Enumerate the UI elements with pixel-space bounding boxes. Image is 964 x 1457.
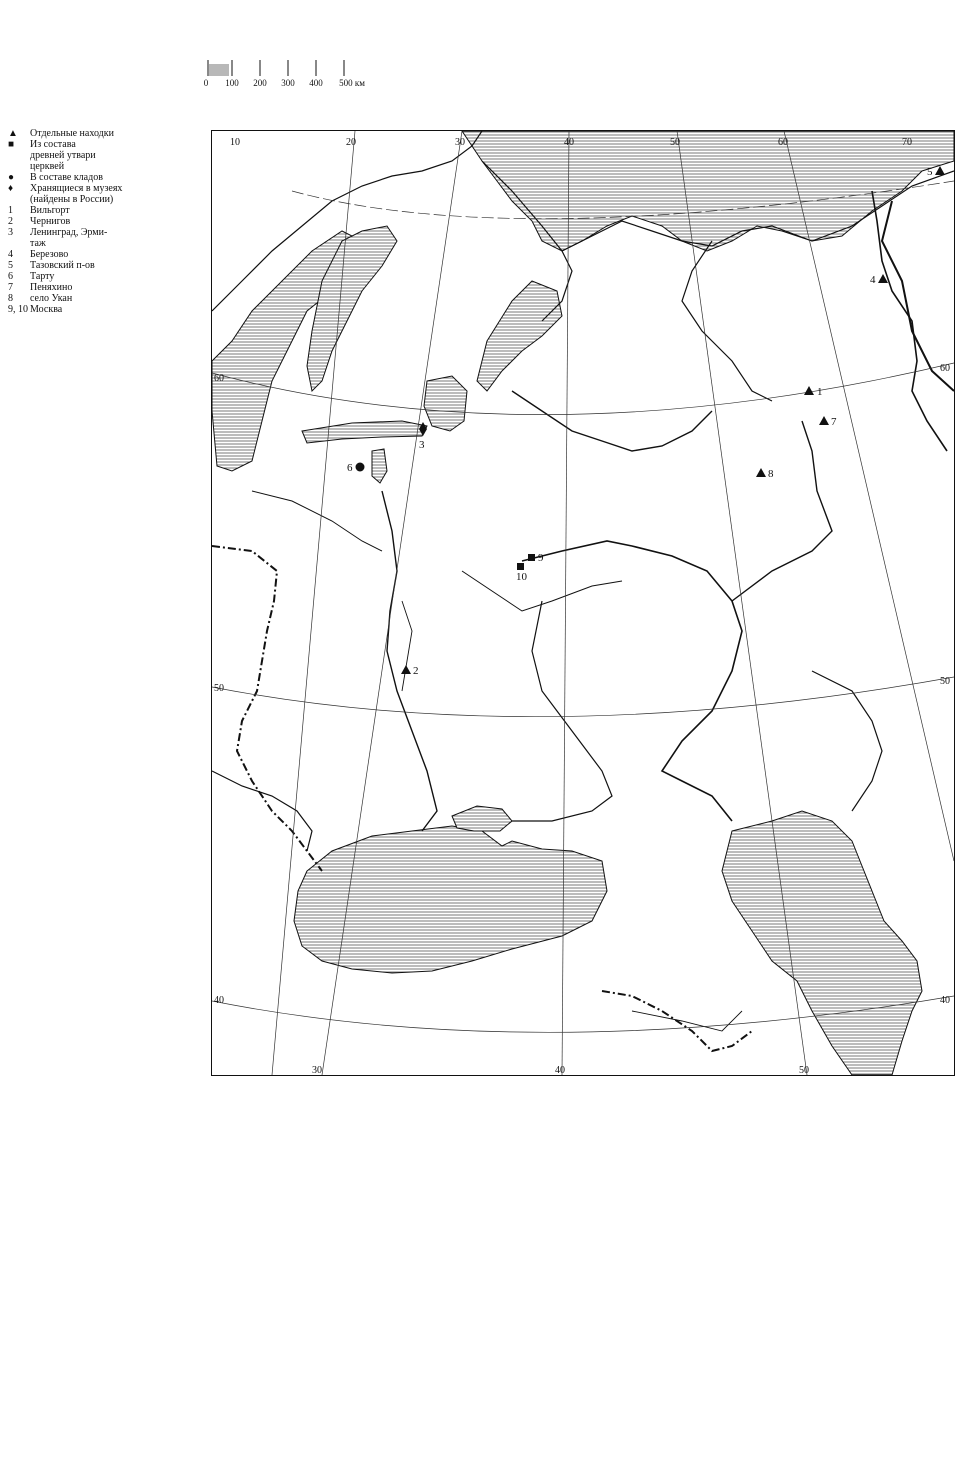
legend-row-site-7	[8, 282, 208, 293]
legend-label: Вильгорт	[30, 205, 70, 216]
legend-number: 6	[8, 271, 13, 282]
scale-label-300: 300	[281, 78, 295, 88]
circle-icon	[356, 463, 365, 472]
square-icon: ■	[8, 139, 15, 150]
deg-top-30: 30	[455, 137, 465, 148]
river-kama	[732, 421, 832, 601]
river-western-dvina	[252, 491, 382, 551]
barents-sea	[462, 131, 954, 251]
legend-row-site-4	[8, 249, 208, 260]
legend-label: Хранящиеся в музеях (найдены в России)	[30, 183, 123, 205]
marker-2	[401, 665, 419, 677]
river-danube	[212, 771, 312, 851]
triangle-icon: ▲	[8, 128, 18, 139]
legend-number: 7	[8, 282, 13, 293]
legend-label: Ленинград, Эрми- таж	[30, 227, 108, 249]
deg-bottom-50: 50	[799, 1065, 809, 1075]
legend-label: Отдельные находки	[30, 128, 114, 139]
legend-label: Москва	[30, 304, 63, 315]
river-volga	[522, 541, 742, 821]
map-canvas	[212, 131, 954, 1075]
legend-label: Тазовский п-ов	[30, 260, 95, 271]
deg-top-40: 40	[564, 137, 574, 148]
legend-number: 1	[8, 205, 13, 216]
marker-label-2: 2	[413, 665, 419, 677]
deg-bottom-40: 40	[555, 1065, 565, 1075]
square-icon	[517, 563, 524, 570]
deg-top-70: 70	[902, 137, 912, 148]
square-icon	[528, 554, 535, 561]
sea-of-azov	[452, 806, 512, 831]
legend-label: Тарту	[30, 271, 55, 282]
scale-bar-ruler	[200, 56, 380, 80]
river-northern-dvina	[512, 391, 712, 451]
marker-10	[516, 563, 528, 583]
black-sea	[294, 826, 607, 973]
legend-label: село Укан	[30, 293, 73, 304]
meridian-60	[784, 131, 954, 861]
marker-4	[870, 274, 888, 286]
marker-7	[819, 416, 837, 428]
legend-number: 2	[8, 216, 13, 227]
legend-row-site-8	[8, 293, 208, 304]
marker-label-5: 5	[927, 166, 933, 178]
deg-right-50: 50	[940, 676, 950, 687]
scale-label-200: 200	[253, 78, 267, 88]
triangle-icon	[935, 166, 945, 175]
deg-top-10: 10	[230, 137, 240, 148]
deg-left-40: 40	[214, 995, 224, 1006]
lake-peipus	[372, 449, 387, 483]
state-border-south	[602, 991, 752, 1051]
deg-left-50: 50	[214, 683, 224, 694]
marker-label-3: 3	[419, 439, 425, 451]
legend-row-hoards	[8, 172, 208, 183]
legend-number: 3	[8, 227, 13, 238]
river-ural	[812, 671, 882, 811]
meridian-50	[677, 131, 807, 1075]
marker-label-6: 6	[347, 462, 353, 474]
legend-number: 5	[8, 260, 13, 271]
river-desna	[402, 601, 412, 691]
scale-label-500: 500 км	[339, 78, 365, 88]
gulf-of-finland	[302, 421, 427, 443]
legend-row-site-3	[8, 227, 208, 249]
legend-row-church-utensils	[8, 139, 208, 172]
river-oka	[462, 571, 622, 611]
scale-bar	[200, 56, 380, 92]
marker-5	[927, 166, 945, 178]
marker-label-7: 7	[831, 416, 837, 428]
deg-top-60: 60	[778, 137, 788, 148]
scale-label-0: 0	[203, 78, 209, 88]
river-dnieper	[382, 491, 437, 831]
triangle-icon	[401, 665, 411, 674]
legend-label: В составе кладов	[30, 172, 103, 183]
legend-row-site-1	[8, 205, 208, 216]
marker-label-4: 4	[870, 274, 876, 286]
diamond-icon: ♦	[8, 183, 14, 194]
parallel-50	[212, 677, 954, 717]
marker-6	[347, 462, 365, 474]
triangle-icon	[819, 416, 829, 425]
legend-number: 8	[8, 293, 13, 304]
caspian-sea	[722, 811, 922, 1075]
legend-label: Из состава древней утвари церквей	[30, 139, 96, 172]
legend-row-site-9-10	[8, 304, 208, 315]
marker-label-8: 8	[768, 468, 774, 480]
legend-number: 4	[8, 249, 13, 260]
legend-label: Чернигов	[30, 216, 71, 227]
scale-label-400: 400	[309, 78, 323, 88]
river-don	[512, 601, 612, 821]
legend-row-museums	[8, 183, 208, 205]
marker-1	[804, 386, 823, 398]
map-frame	[211, 130, 955, 1076]
map-legend	[8, 128, 208, 315]
legend-row-single-finds	[8, 128, 208, 139]
legend-row-site-2	[8, 216, 208, 227]
legend-number: 9, 10	[8, 304, 28, 315]
marker-label-1: 1	[817, 386, 823, 398]
deg-right-60: 60	[940, 363, 950, 374]
marker-8	[756, 468, 774, 480]
marker-label-10: 10	[516, 571, 527, 583]
deg-left-60: 60	[214, 373, 224, 384]
lake-ladoga	[424, 376, 467, 431]
legend-label: Пеняхино	[30, 282, 73, 293]
deg-top-20: 20	[346, 137, 356, 148]
marker-label-9: 9	[538, 552, 544, 564]
deg-top-50: 50	[670, 137, 680, 148]
legend-row-site-5	[8, 260, 208, 271]
triangle-icon	[804, 386, 814, 395]
scale-label-100: 100	[225, 78, 239, 88]
legend-row-site-6	[8, 271, 208, 282]
triangle-icon	[756, 468, 766, 477]
white-sea	[477, 281, 562, 391]
circle-icon: ●	[8, 172, 15, 183]
legend-label: Березово	[30, 249, 69, 260]
deg-bottom-30: 30	[312, 1065, 322, 1075]
deg-right-40: 40	[940, 995, 950, 1006]
